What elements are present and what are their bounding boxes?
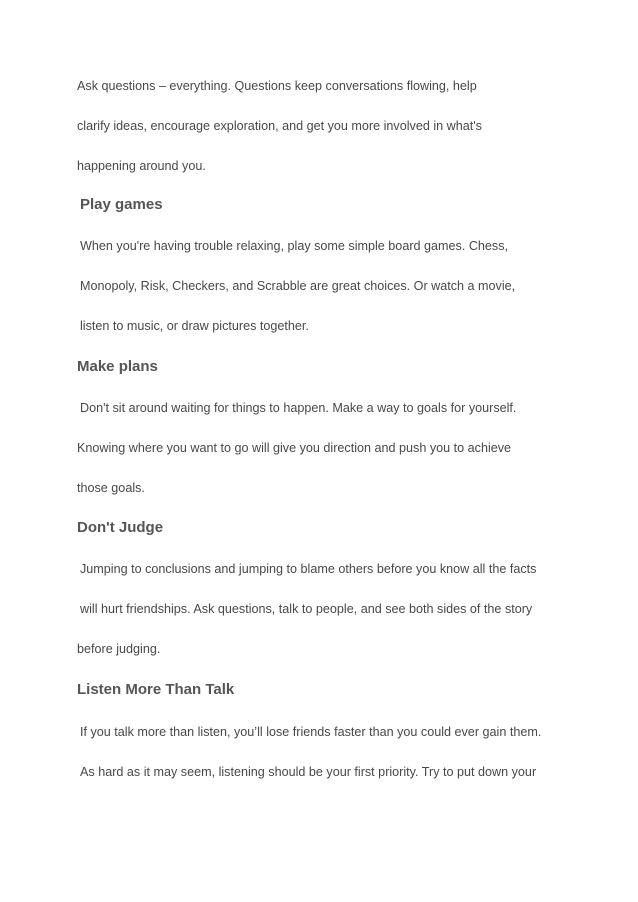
paragraph-line: will hurt friendships. Ask questions, talk to people, and see both sides of the story <box>80 602 533 616</box>
paragraph-line: If you talk more than listen, you’ll lose friends faster than you could ever gain them. <box>80 725 542 739</box>
paragraph-line: happening around you. <box>77 159 206 173</box>
paragraph-line: Don't sit around waiting for things to happen. Make a way to goals for yourself. <box>80 401 517 415</box>
paragraph-line: before judging. <box>77 642 161 656</box>
paragraph-line: listen to music, or draw pictures together. <box>80 319 309 333</box>
paragraph-line: Jumping to conclusions and jumping to blame others before you know all the facts <box>80 562 537 576</box>
paragraph-line: clarify ideas, encourage exploration, and get you more involved in what's <box>77 119 482 133</box>
heading-dont-judge: Don't Judge <box>77 519 164 536</box>
heading-play-games: Play games <box>80 196 163 213</box>
paragraph-line: Knowing where you want to go will give you direction and push you to achieve <box>77 441 512 455</box>
paragraph-line: As hard as it may seem, listening should be your first priority. Try to put down your <box>80 765 537 779</box>
heading-listen-more-than-talk: Listen More Than Talk <box>77 681 235 698</box>
paragraph-line: When you're having trouble relaxing, play some simple board games. Chess, <box>80 239 509 253</box>
paragraph-line: Monopoly, Risk, Checkers, and Scrabble are great choices. Or watch a movie, <box>80 279 516 293</box>
paragraph-line: those goals. <box>77 481 145 495</box>
paragraph-line: Ask questions – everything. Questions keep conversations flowing, help <box>77 79 477 93</box>
heading-make-plans: Make plans <box>77 358 158 375</box>
